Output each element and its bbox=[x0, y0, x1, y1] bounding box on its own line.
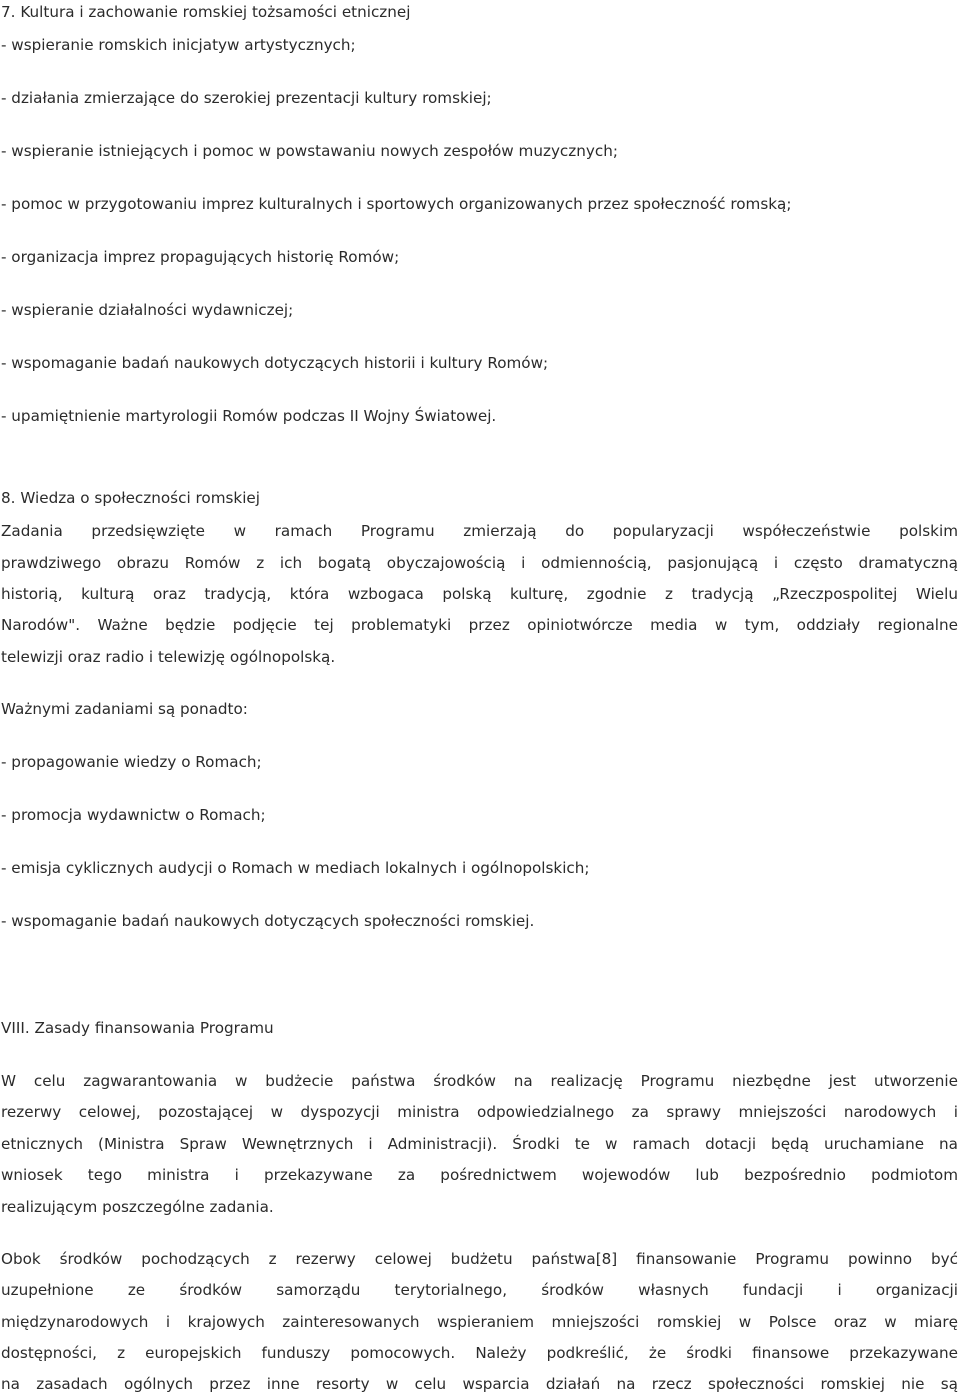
list-item: - organizacja imprez propagujących historię Romów; bbox=[1, 248, 400, 266]
list-item: - upamiętnienie martyrologii Romów podczas II Wojny Światowej. bbox=[1, 407, 497, 425]
list-item: - wspieranie działalności wydawniczej; bbox=[1, 301, 294, 319]
section-7-heading: 7. Kultura i zachowanie romskiej tożsamości etnicznej bbox=[1, 3, 411, 21]
section-8-heading: 8. Wiedza o społeczności romskiej bbox=[1, 489, 260, 507]
paragraph-line: dostępności, z europejskich funduszy pomocowych. Należy podkreślić, że środki finansowe przekazywane bbox=[1, 1344, 958, 1362]
paragraph-line: na zasadach ogólnych przez inne resorty w celu wsparcia działań na rzecz społeczności romskiej nie są bbox=[1, 1375, 958, 1393]
list-item: - wspieranie romskich inicjatyw artystycznych; bbox=[1, 36, 356, 54]
paragraph-line: uzupełnione ze środków samorządu terytorialnego, środków własnych fundacji i organizacji bbox=[1, 1281, 958, 1299]
list-item: - działania zmierzające do szerokiej prezentacji kultury romskiej; bbox=[1, 89, 492, 107]
tasks-intro: Ważnymi zadaniami są ponadto: bbox=[1, 700, 248, 718]
list-item: - promocja wydawnictw o Romach; bbox=[1, 806, 266, 824]
paragraph-line: etnicznych (Ministra Spraw Wewnętrznych i Administracji). Środki te w ramach dotacji będą uruchamiane na bbox=[1, 1135, 958, 1153]
list-item: - emisja cyklicznych audycji o Romach w mediach lokalnych i ogólnopolskich; bbox=[1, 859, 590, 877]
paragraph-line: Obok środków pochodzących z rezerwy celowej budżetu państwa[8] finansowanie Programu powinno być bbox=[1, 1250, 958, 1268]
paragraph-line: realizującym poszczególne zadania. bbox=[1, 1198, 274, 1216]
section-viii-heading: VIII. Zasady finansowania Programu bbox=[1, 1019, 274, 1037]
paragraph-line: historią, kulturą oraz tradycją, która wzbogaca polską kulturę, zgodnie z tradycją „Rzeczpospolitej Wielu bbox=[1, 585, 958, 603]
paragraph-line: międzynarodowych i krajowych zainteresowanych wspieraniem mniejszości romskiej w Polsce oraz w miarę bbox=[1, 1313, 958, 1331]
list-item: - wspomaganie badań naukowych dotyczących historii i kultury Romów; bbox=[1, 354, 549, 372]
list-item: - pomoc w przygotowaniu imprez kulturalnych i sportowych organizowanych przez społeczność romską; bbox=[1, 195, 792, 213]
list-item: - wspomaganie badań naukowych dotyczących społeczności romskiej. bbox=[1, 912, 535, 930]
paragraph-line: Narodów". Ważne będzie podjęcie tej problematyki przez opiniotwórcze media w tym, oddziały regionalne bbox=[1, 616, 958, 634]
paragraph-line: telewizji oraz radio i telewizję ogólnopolską. bbox=[1, 648, 336, 666]
paragraph-line: prawdziwego obrazu Romów z ich bogatą obyczajowością i odmiennością, pasjonującą i często dramatyczną bbox=[1, 554, 958, 572]
paragraph-line: Zadania przedsięwzięte w ramach Programu zmierzają do popularyzacji współeczeństwie polskim bbox=[1, 522, 958, 540]
paragraph-line: W celu zagwarantowania w budżecie państwa środków na realizację Programu niezbędne jest utworzenie bbox=[1, 1072, 958, 1090]
paragraph-line: rezerwy celowej, pozostającej w dyspozycji ministra odpowiedzialnego za sprawy mniejszości narodowych i bbox=[1, 1103, 958, 1121]
list-item: - propagowanie wiedzy o Romach; bbox=[1, 753, 262, 771]
list-item: - wspieranie istniejących i pomoc w powstawaniu nowych zespołów muzycznych; bbox=[1, 142, 618, 160]
paragraph-line: wniosek tego ministra i przekazywane za pośrednictwem wojewodów lub bezpośrednio podmiotom bbox=[1, 1166, 958, 1184]
